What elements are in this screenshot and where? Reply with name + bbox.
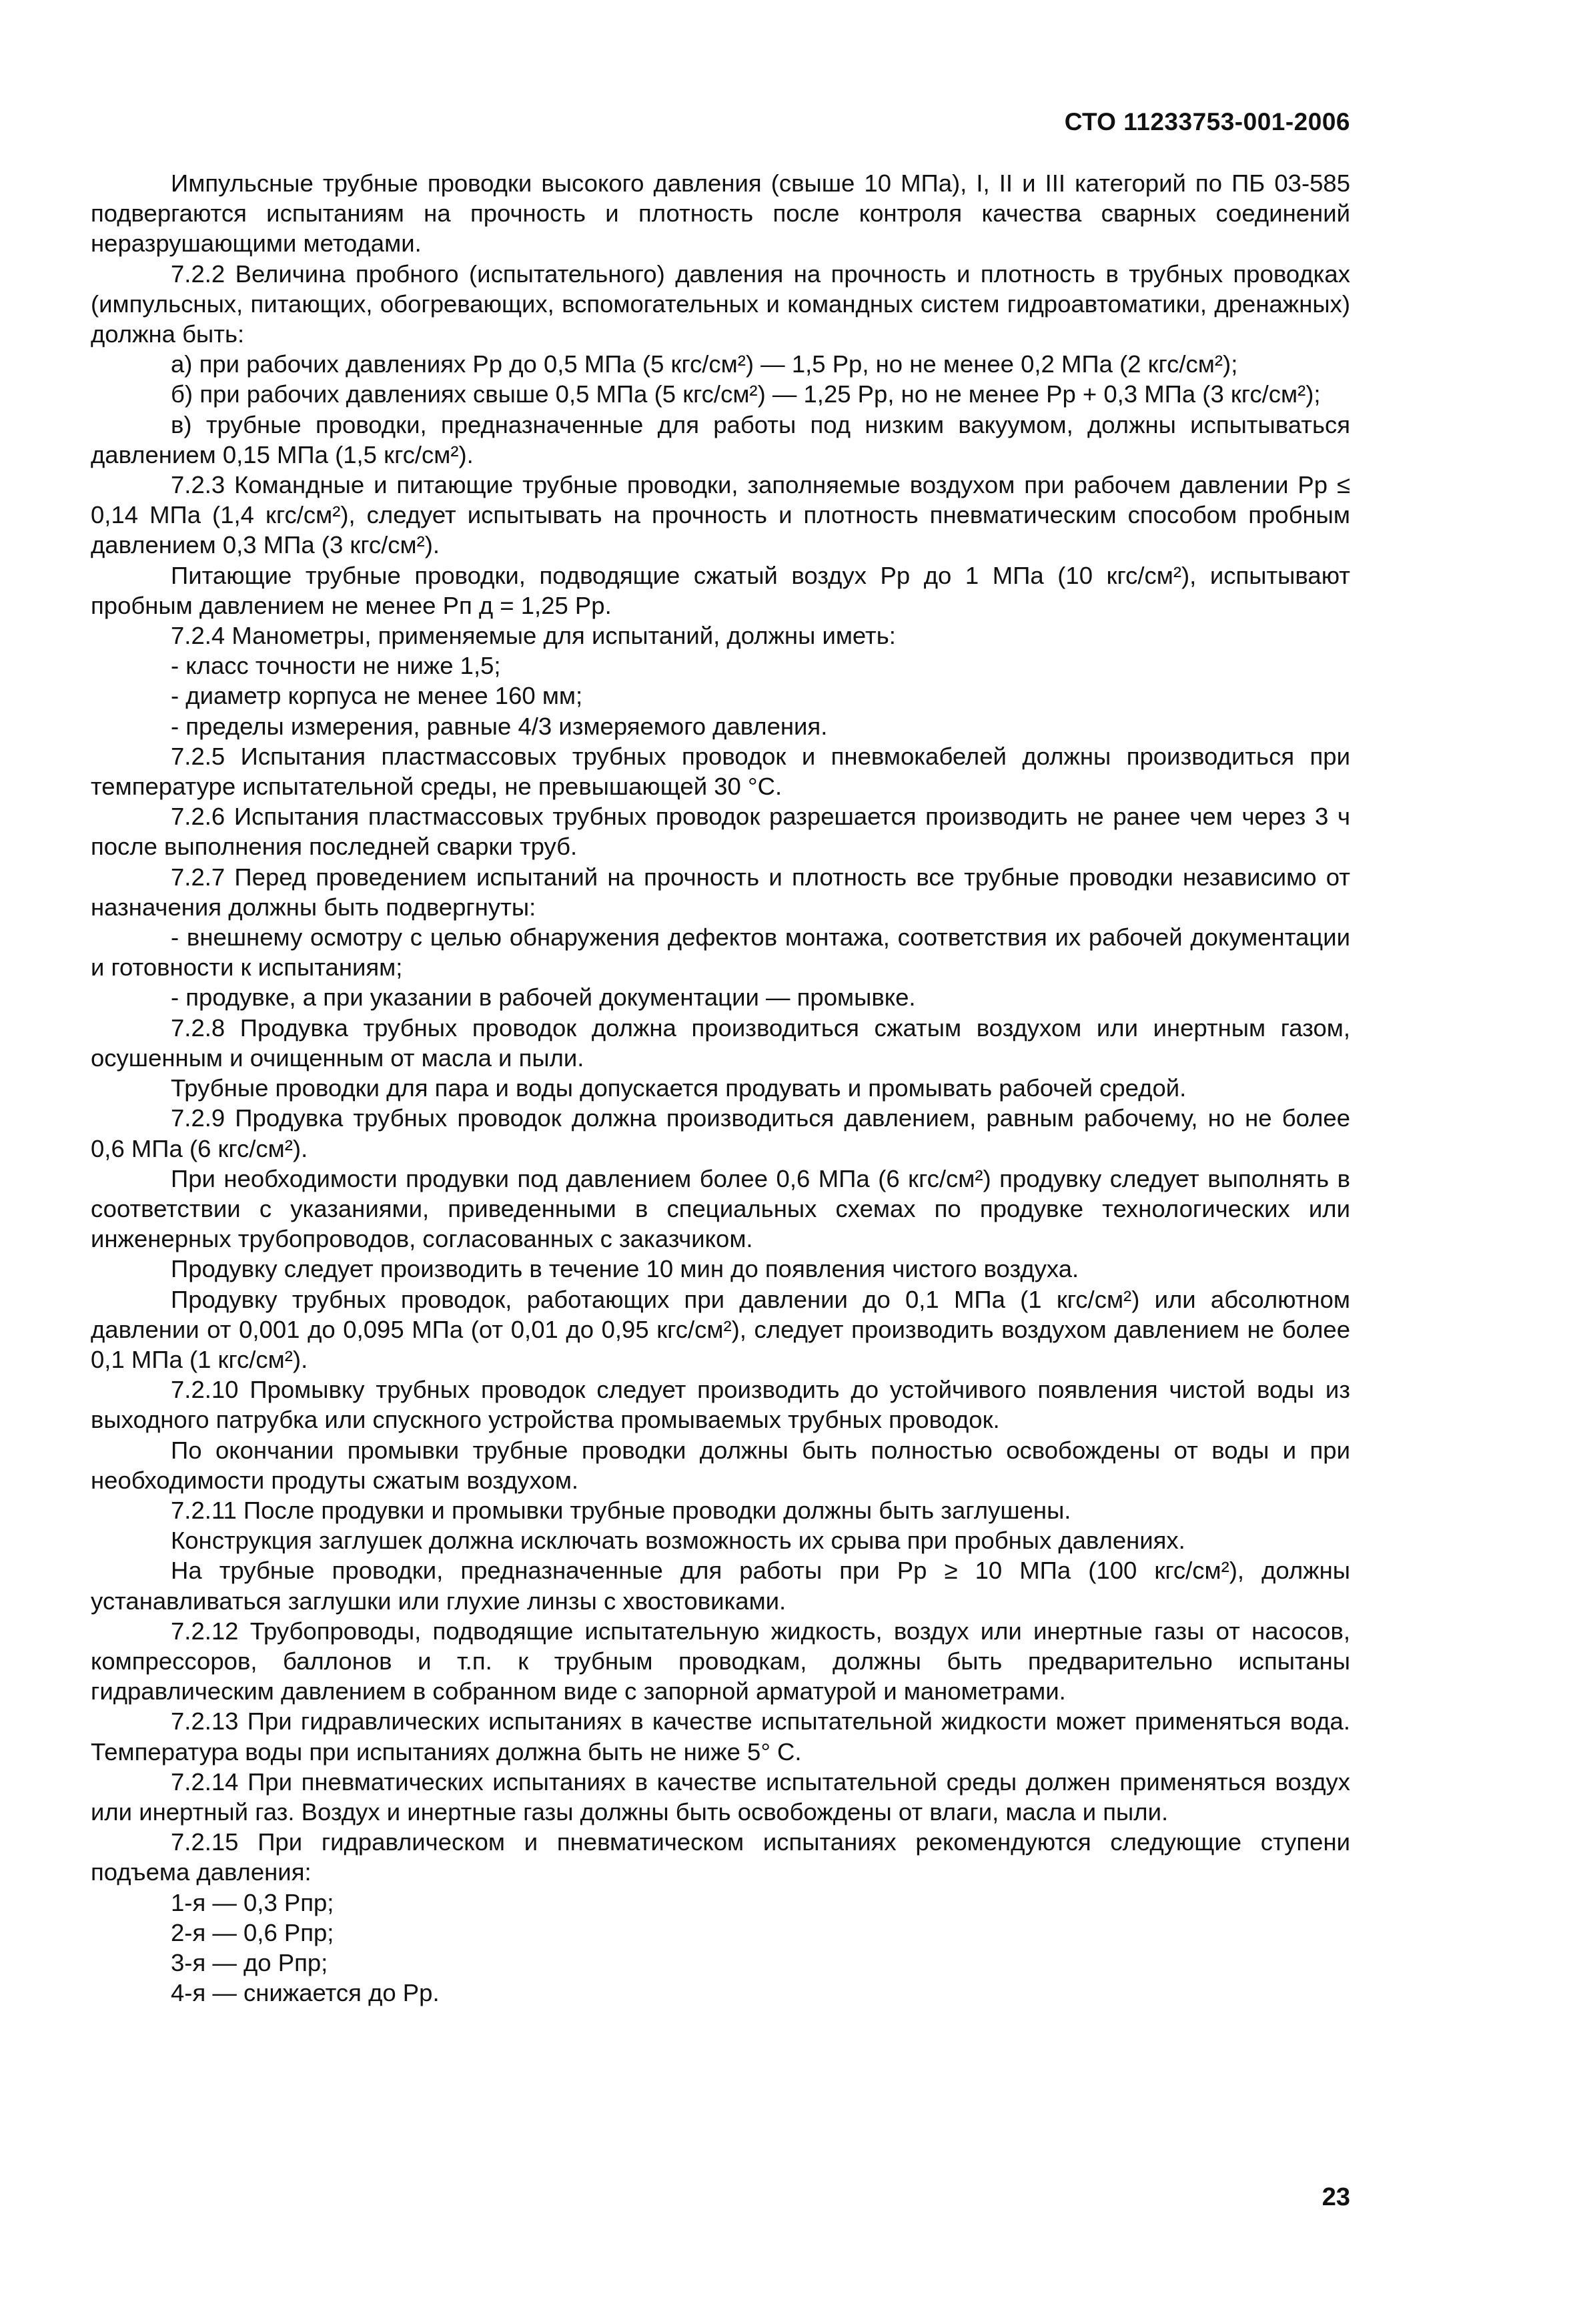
list-item: в) трубные проводки, предназначенные для работы под низким вакуумом, должны испытываться давлением 0,15 МПа (1,5 кгс/см²). — [91, 410, 1350, 468]
paragraph: Продувку следует производить в течение 10 мин до появления чистого воздуха. — [171, 1255, 1079, 1283]
paragraph: 7.2.7 Перед проведением испытаний на прочность и плотность все трубные проводки независимо от назначения должны быть подвергнуты: — [91, 863, 1350, 921]
paragraph: Конструкция заглушек должна исключать возможность их срыва при пробных давлениях. — [171, 1527, 1185, 1555]
paragraph: 7.2.8 Продувка трубных проводок должна производиться сжатым воздухом или инертным газом, осушенным и очищенным от масла и пыли. — [91, 1014, 1350, 1072]
list-item: б) при рабочих давлениях свыше 0,5 МПа (5 кгс/см²) — 1,25 Pр, но не менее Pр + 0,3 МПа (3 кгс/см²); — [171, 380, 1321, 408]
list-item: - внешнему осмотру с целью обнаружения дефектов монтажа, соответствия их рабочей документации и готовности к испытаниям; — [91, 923, 1350, 982]
paragraph: При необходимости продувки под давлением более 0,6 МПа (6 кгс/см²) продувку следует выполнять в соответствии с указаниями, приведенными в специальных схемах по продувке технологических или инженерных трубопроводов, согласованных с заказчиком. — [91, 1164, 1350, 1253]
document-code-header: СТО 11233753-001-2006 — [1064, 108, 1350, 135]
paragraph: На трубные проводки, предназначенные для работы при Pр ≥ 10 МПа (100 кгс/см²), должны устанавливаться заглушки или глухие линзы с хвостовиками. — [91, 1557, 1350, 1615]
paragraph: 7.2.13 При гидравлических испытаниях в качестве испытательной жидкости может применяться вода. Температура воды при испытаниях должна быть не ниже 5° С. — [91, 1707, 1350, 1766]
paragraph: 7.2.15 При гидравлическом и пневматическом испытаниях рекомендуются следующие ступени подъема давления: — [91, 1828, 1350, 1886]
list-item: 3-я — до Pпр; — [171, 1948, 328, 1976]
list-item: 4-я — снижается до Pр. — [171, 1979, 440, 2007]
paragraph: Трубные проводки для пара и воды допускается продувать и промывать рабочей средой. — [171, 1074, 1187, 1102]
paragraph: Импульсные трубные проводки высокого давления (свыше 10 МПа), I, II и III категорий по ПБ 03-585 подвергаются испытаниям на прочность и плотность после контроля качества сварных соединений неразрушающими методами. — [91, 169, 1350, 258]
list-item: - продувке, а при указании в рабочей документации — промывке. — [171, 984, 916, 1012]
list-item: - класс точности не ниже 1,5; — [171, 652, 501, 680]
paragraph: 7.2.11 После продувки и промывки трубные проводки должны быть заглушены. — [171, 1496, 1071, 1524]
paragraph: Питающие трубные проводки, подводящие сжатый воздух Pр до 1 МПа (10 кгс/см²), испытывают пробным давлением не менее Pп д = 1,25 Pр. — [91, 561, 1350, 619]
paragraph: Продувку трубных проводок, работающих при давлении до 0,1 МПа (1 кгс/см²) или абсолютном давлении от 0,001 до 0,095 МПа (от 0,01 до 0,95 кгс/см²), следует производить воздухом давлением не более 0,1 МПа (1 кгс/см²). — [91, 1285, 1350, 1373]
paragraph: 7.2.5 Испытания пластмассовых трубных проводок и пневмокабелей должны производиться при температуре испытательной среды, не превышающей 30 °С. — [91, 742, 1350, 801]
list-item: - пределы измерения, равные 4/3 измеряемого давления. — [171, 712, 828, 740]
paragraph: 7.2.4 Манометры, применяемые для испытаний, должны иметь: — [171, 622, 896, 650]
list-item: 2-я — 0,6 Pпр; — [171, 1918, 334, 1946]
paragraph: По окончании промывки трубные проводки должны быть полностью освобождены от воды и при необходимости продуты сжатым воздухом. — [91, 1436, 1350, 1494]
paragraph: 7.2.10 Промывку трубных проводок следует производить до устойчивого появления чистой воды из выходного патрубка или спускного устройства промываемых трубных проводок. — [91, 1376, 1350, 1434]
page-number: 23 — [1322, 2183, 1350, 2211]
document-body — [91, 168, 1350, 2008]
paragraph: 7.2.9 Продувка трубных проводок должна производиться давлением, равным рабочему, но не более 0,6 МПа (6 кгс/см²). — [91, 1104, 1350, 1162]
paragraph: 7.2.6 Испытания пластмассовых трубных проводок разрешается производить не ранее чем через 3 ч после выполнения последней сварки труб. — [91, 803, 1350, 861]
paragraph: 7.2.3 Командные и питающие трубные проводки, заполняемые воздухом при рабочем давлении Pр ≤ 0,14 МПа (1,4 кгс/см²), следует испытывать на прочность и плотность пневматическим способом пробным давлением 0,3 МПа (3 кгс/см²). — [91, 471, 1350, 559]
list-item: - диаметр корпуса не менее 160 мм; — [171, 682, 583, 710]
paragraph: 7.2.14 При пневматических испытаниях в качестве испытательной среды должен применяться воздух или инертный газ. Воздух и инертные газы должны быть освобождены от влаги, масла и пыли. — [91, 1768, 1350, 1826]
list-item: 1-я — 0,3 Pпр; — [171, 1888, 334, 1916]
paragraph: 7.2.12 Трубопроводы, подводящие испытательную жидкость, воздух или инертные газы от насосов, компрессоров, баллонов и т.п. к трубным проводкам, должны быть предварительно испытаны гидравлическим давлением в собранном виде с запорной арматурой и манометрами. — [91, 1617, 1350, 1705]
paragraph: 7.2.2 Величина пробного (испытательного) давления на прочность и плотность в трубных проводках (импульсных, питающих, обогревающих, вспомогательных и командных систем гидроавтоматики, дренажных) должна быть: — [91, 260, 1350, 348]
list-item: а) при рабочих давлениях Pр до 0,5 МПа (5 кгс/см²) — 1,5 Pр, но не менее 0,2 МПа (2 кгс/см²); — [171, 350, 1238, 378]
